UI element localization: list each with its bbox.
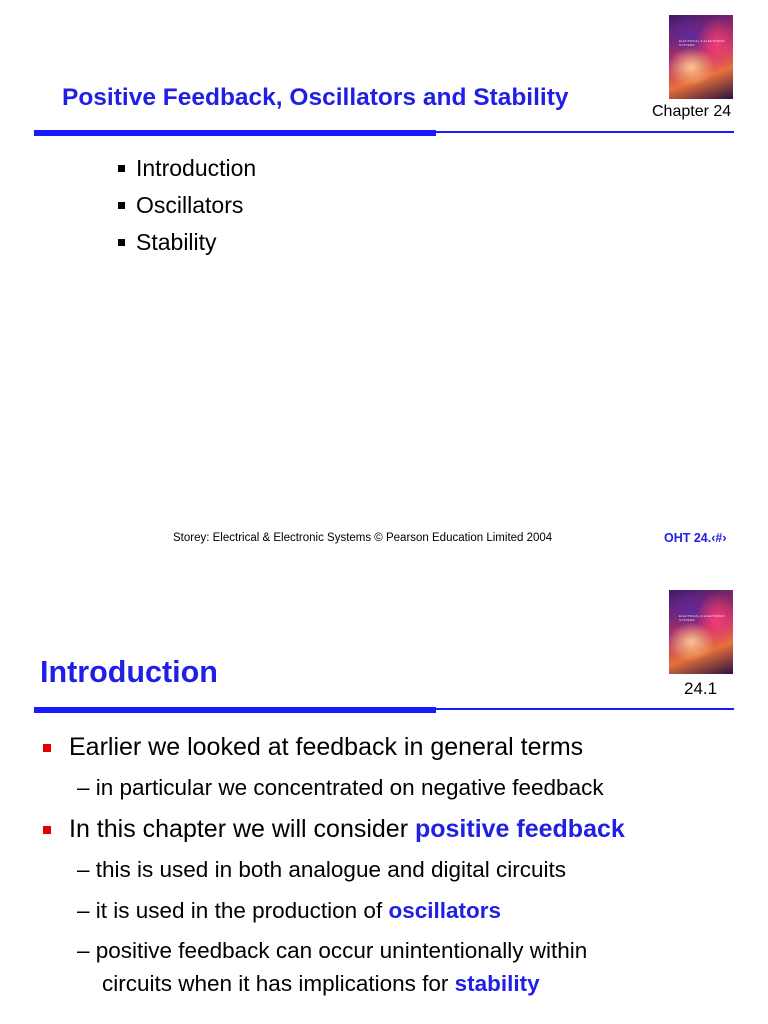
slide-title: Positive Feedback, Oscillators and Stability — [62, 84, 569, 111]
highlight-term: oscillators — [388, 898, 501, 923]
cover-text: ELECTRICAL & ELECTRONIC SYSTEMS — [679, 614, 725, 622]
bullet-square-icon — [43, 744, 51, 752]
sub-bullet-item: – positive feedback can occur unintentionally within — [77, 938, 588, 963]
bullet-square-icon — [118, 202, 125, 209]
chapter-label: Chapter 24 — [652, 103, 732, 120]
book-cover-image — [669, 590, 733, 674]
highlight-term: positive feedback — [414, 815, 625, 843]
slide-number: 24.1 — [684, 679, 718, 698]
cover-text: ELECTRICAL & ELECTRONIC SYSTEMS — [679, 39, 725, 47]
title-rule-thin — [436, 131, 734, 133]
bullet-square-icon — [43, 826, 51, 834]
bullet-square-icon — [118, 239, 125, 246]
slide-title: Introduction — [40, 655, 218, 689]
sub-bullet-item: – in particular we concentrated on negative feedback — [77, 775, 604, 800]
sub-bullet-continuation: circuits when it has implications for stability — [102, 971, 540, 996]
list-item: Stability — [118, 228, 256, 265]
footer-copyright: Storey: Electrical & Electronic Systems © Pearson Education Limited 2004 — [173, 532, 553, 544]
bullet-square-icon — [118, 165, 125, 172]
oht-number: OHT 24.‹#› — [664, 531, 727, 545]
contents-list — [118, 154, 256, 265]
book-cover-image — [669, 15, 733, 99]
list-item: Introduction — [118, 154, 256, 191]
title-rule-thick — [34, 707, 436, 713]
sub-bullet-item: – it is used in the production of oscillators — [77, 898, 501, 923]
sub-bullet-item: – this is used in both analogue and digital circuits — [77, 857, 567, 882]
title-rule-thick — [34, 130, 436, 136]
list-item: Oscillators — [118, 191, 256, 228]
title-rule-thin — [436, 708, 734, 710]
highlight-term: stability — [454, 971, 540, 996]
